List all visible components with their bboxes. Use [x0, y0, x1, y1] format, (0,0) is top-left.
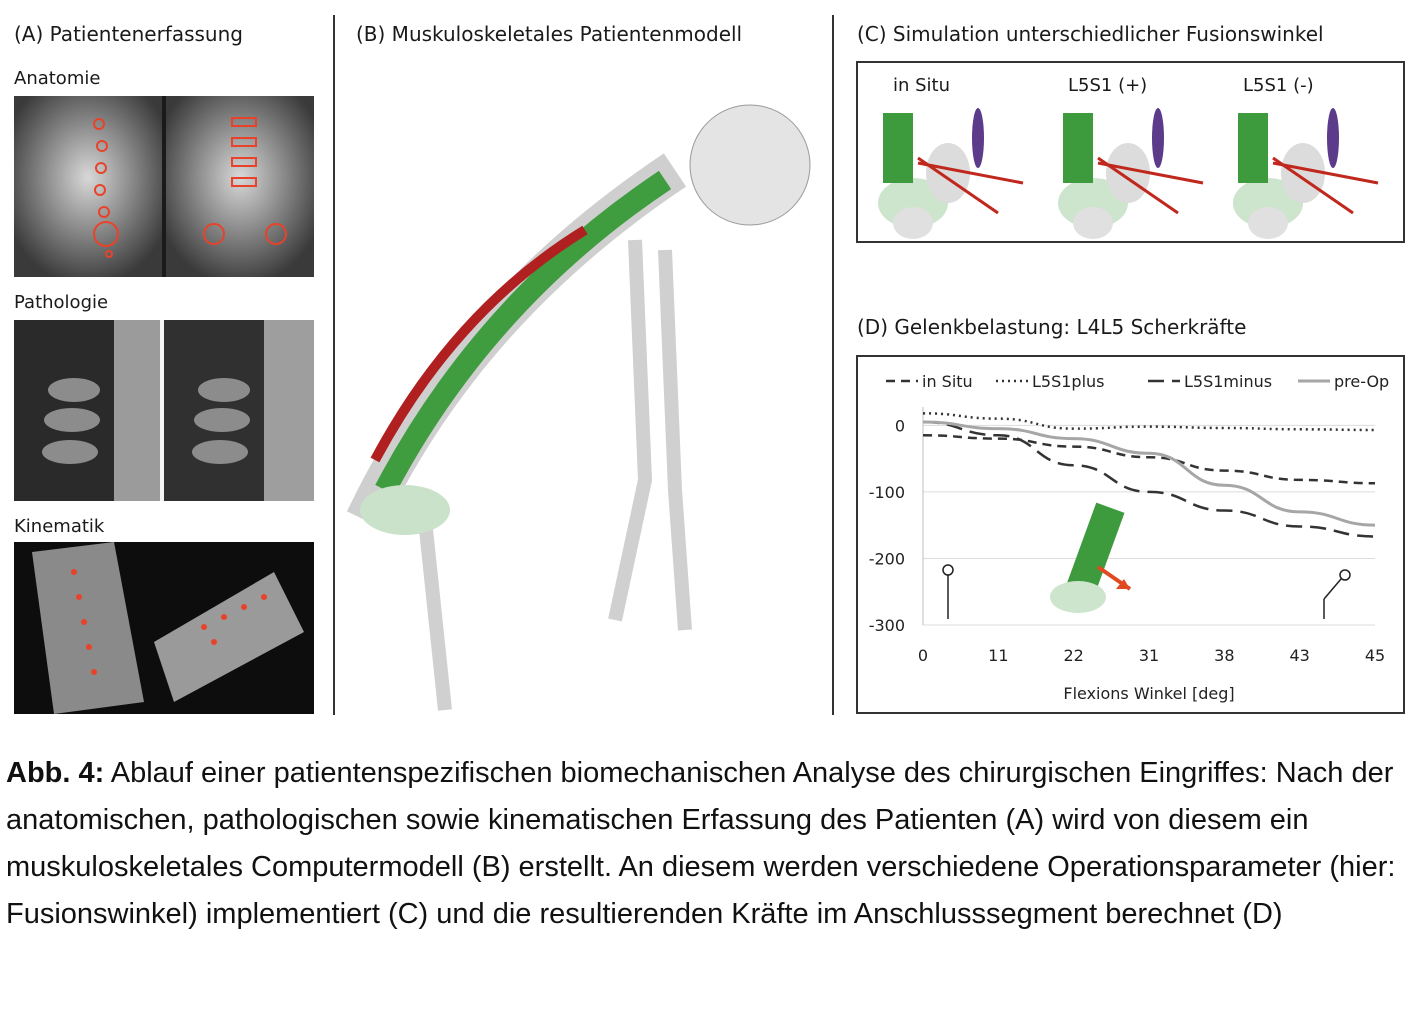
section-anatomie-label: Anatomie: [14, 68, 101, 89]
section-kinematik-label: Kinematik: [14, 516, 105, 537]
bending-figure-body: [1324, 579, 1341, 599]
sacrum-illustration: [1050, 581, 1106, 613]
legend-label: in Situ: [922, 372, 973, 391]
panel-b-title: (B) Muskuloskeletales Patientenmodell: [356, 22, 743, 46]
kinematik-xray-images: [14, 542, 314, 714]
standing-figure-icon: [943, 565, 953, 575]
panel-a-title: (A) Patientenerfassung: [14, 22, 243, 46]
legend-label: L5S1plus: [1032, 372, 1105, 391]
legend-label: pre-Op: [1334, 372, 1390, 391]
shear-force-chart: [856, 355, 1405, 714]
variant-label-l5s1-minus: L5S1 (-): [1243, 75, 1314, 96]
fusion-variant-thumbnails: [858, 63, 1403, 241]
divider-bc: [832, 15, 834, 715]
anatomy-xray-images: [14, 96, 314, 277]
caption-text: Ablauf einer patientenspezifischen biomechanischen Analyse des chirurgischen Eingriffes: Nach der anatomischen, pathologischen sowie kinematischen Erfassung des Patienten (A) wird von diesem ein muskuloskeletales Computermodell (B) erstellt. An diesem werden verschiedene Operationsparameter (hier: Fusionswinkel) implementiert (C) und die resultierenden Kräfte im Anschlusssegment berechnet (D): [6, 757, 1396, 930]
pathology-mri-images: [14, 320, 314, 501]
fusion-angle-simulation-box: [856, 61, 1405, 243]
panel-d-title: (D) Gelenkbelastung: L4L5 Scherkräfte: [857, 315, 1247, 339]
divider-ab: [333, 15, 335, 715]
x-tick-label: 0: [917, 646, 929, 665]
x-tick-label: 45: [1364, 646, 1386, 665]
x-tick-label: 22: [1063, 646, 1084, 665]
x-axis-label: Flexions Winkel [deg]: [1063, 684, 1235, 703]
figure-caption: [6, 750, 1411, 938]
x-tick-label: 31: [1138, 646, 1160, 665]
series-line-in-situ: [923, 435, 1375, 483]
y-tick-label: -300: [868, 616, 905, 635]
variant-label-l5s1-plus: L5S1 (+): [1068, 75, 1148, 96]
panel-c-title: (C) Simulation unterschiedlicher Fusionswinkel: [857, 22, 1324, 46]
legend-label: L5S1minus: [1184, 372, 1273, 391]
x-tick-label: 38: [1214, 646, 1235, 665]
y-tick-label: -200: [868, 549, 905, 569]
caption-label: Abb. 4:: [6, 757, 105, 789]
x-tick-label: 43: [1289, 646, 1310, 665]
section-pathologie-label: Pathologie: [14, 292, 109, 313]
y-tick-label: -100: [868, 482, 905, 502]
musculoskeletal-model-image: [345, 60, 825, 715]
bending-figure-icon: [1340, 570, 1350, 580]
variant-label-insitu: in Situ: [893, 75, 951, 96]
y-tick-label: 0: [894, 416, 905, 436]
x-tick-label: 11: [988, 646, 1009, 665]
